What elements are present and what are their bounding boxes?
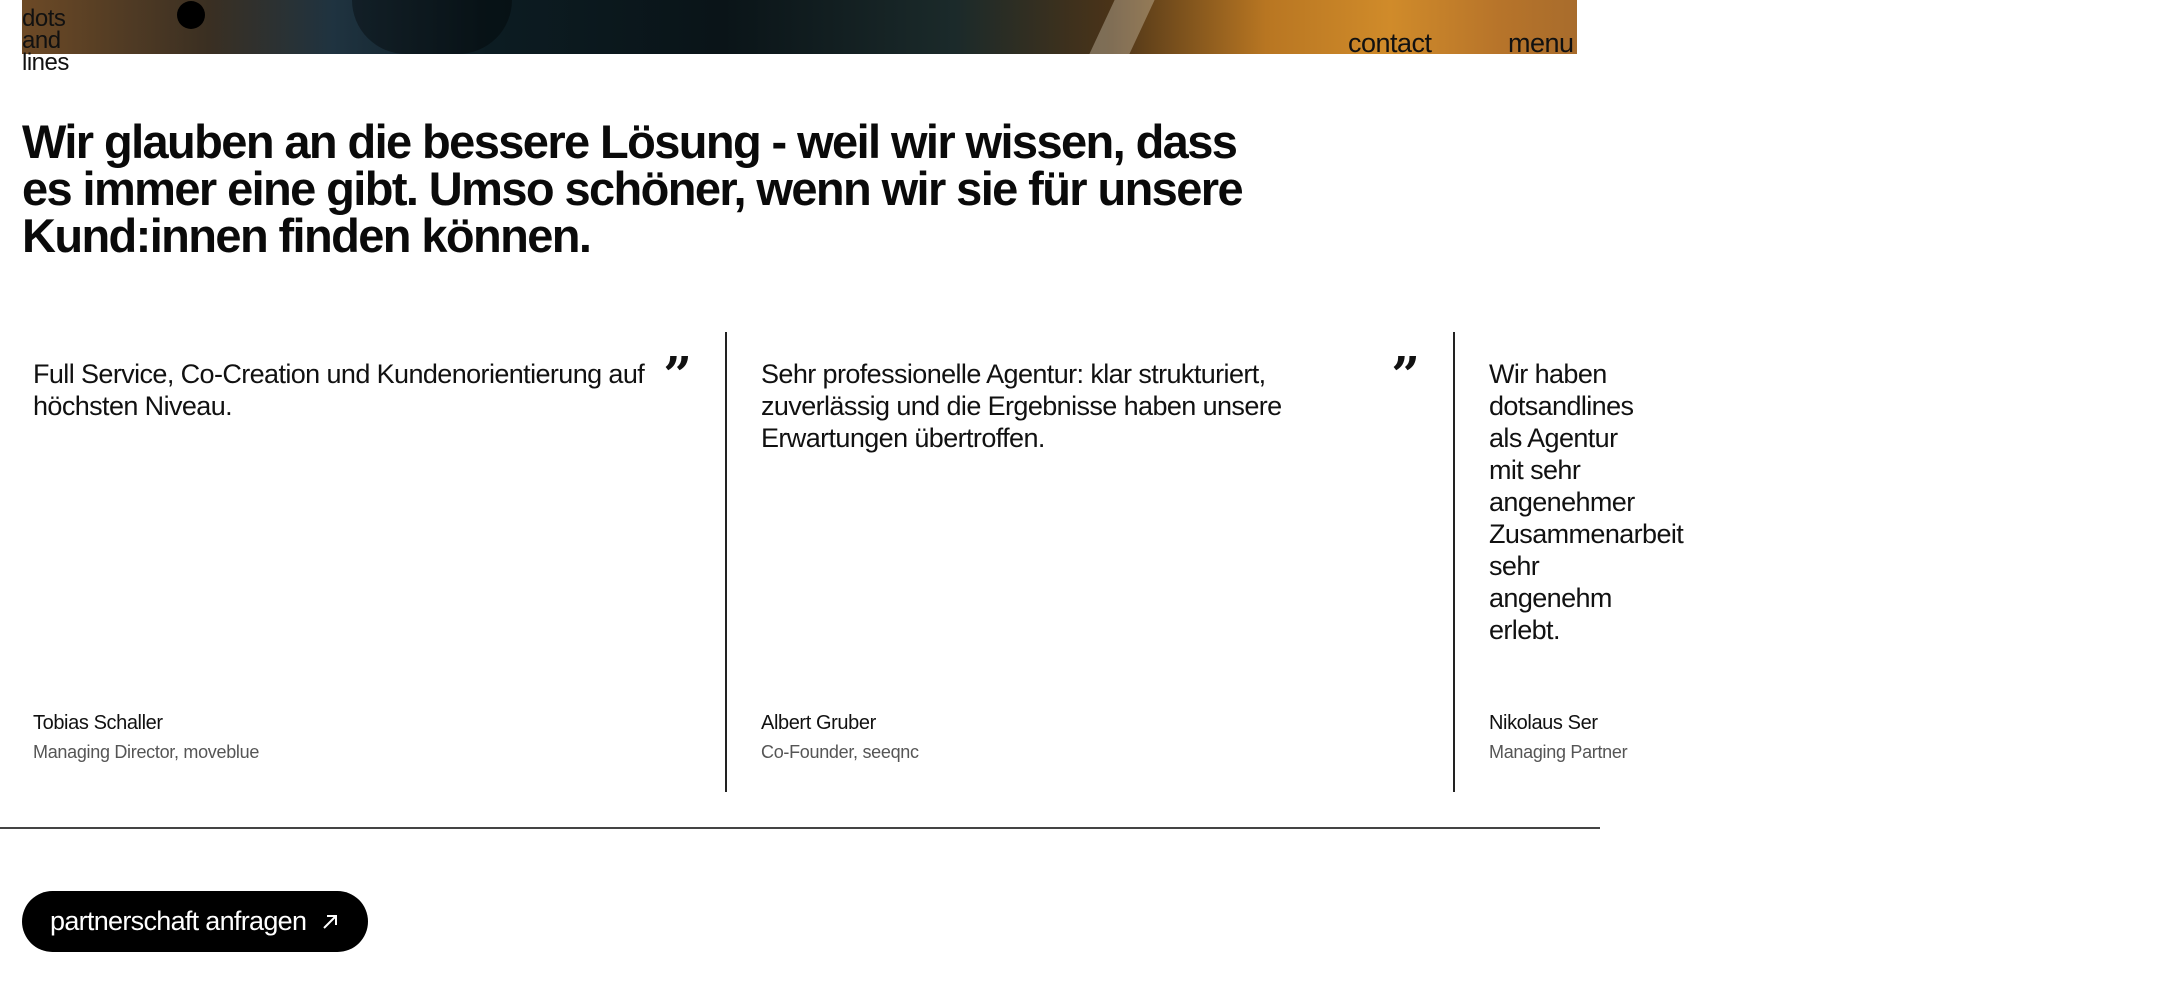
testimonial-author: Nikolaus Ser (1489, 712, 1598, 734)
testimonial-divider (725, 332, 727, 792)
logo-line-dots: dots (22, 5, 66, 32)
testimonial-card (22, 332, 714, 792)
cta-label: partnerschaft anfragen (50, 906, 307, 936)
testimonial-card (1478, 332, 2170, 792)
testimonial-role: Co-Founder, seeqnc (761, 742, 919, 762)
logo-dot-icon (177, 1, 205, 29)
request-partnership-button[interactable] (22, 891, 368, 952)
nav-contact-link[interactable]: contact (1348, 28, 1432, 58)
testimonial-role: Managing Partner (1489, 742, 1628, 762)
testimonial-quote: Full Service, Co-Creation und Kundenorientierung auf höchsten Niveau. (33, 359, 645, 421)
testimonial-quote: Sehr professionelle Agentur: klar strukturiert, zuverlässig und die Ergebnisse haben unsere Erwartungen übertroffen. (761, 359, 1282, 453)
testimonial-role: Managing Director, moveblue (33, 742, 260, 762)
testimonial-author: Albert Gruber (761, 712, 876, 734)
hero-image-highlight (1089, 0, 1154, 54)
section-divider (0, 827, 1600, 829)
quote-icon: ” (1391, 345, 1420, 404)
logo-line-lines: lines (22, 49, 69, 76)
quote-icon: ” (663, 345, 692, 404)
arrow-up-right-icon (320, 912, 340, 932)
testimonial-author: Tobias Schaller (33, 712, 163, 734)
hero-image (22, 0, 1577, 54)
testimonial-card (750, 332, 1442, 792)
testimonial-quote: Wir haben dotsandlines als Agentur mit sehr angenehmer Zusammenarbeit sehr angenehm erlebt. (1489, 359, 1684, 645)
nav-menu-button[interactable]: menu (1508, 28, 1574, 58)
testimonial-divider (1453, 332, 1455, 792)
hero-image-shade (352, 0, 512, 54)
testimonials-carousel[interactable] (0, 332, 1684, 792)
logo[interactable] (22, 5, 69, 76)
page-headline: Wir glauben an die bessere Lösung - weil wir wissen, dass es immer eine gibt. Umso schöner, wenn wir sie für unsere Kund:innen finden können. (22, 115, 1242, 262)
logo-line-and: and (22, 27, 61, 54)
